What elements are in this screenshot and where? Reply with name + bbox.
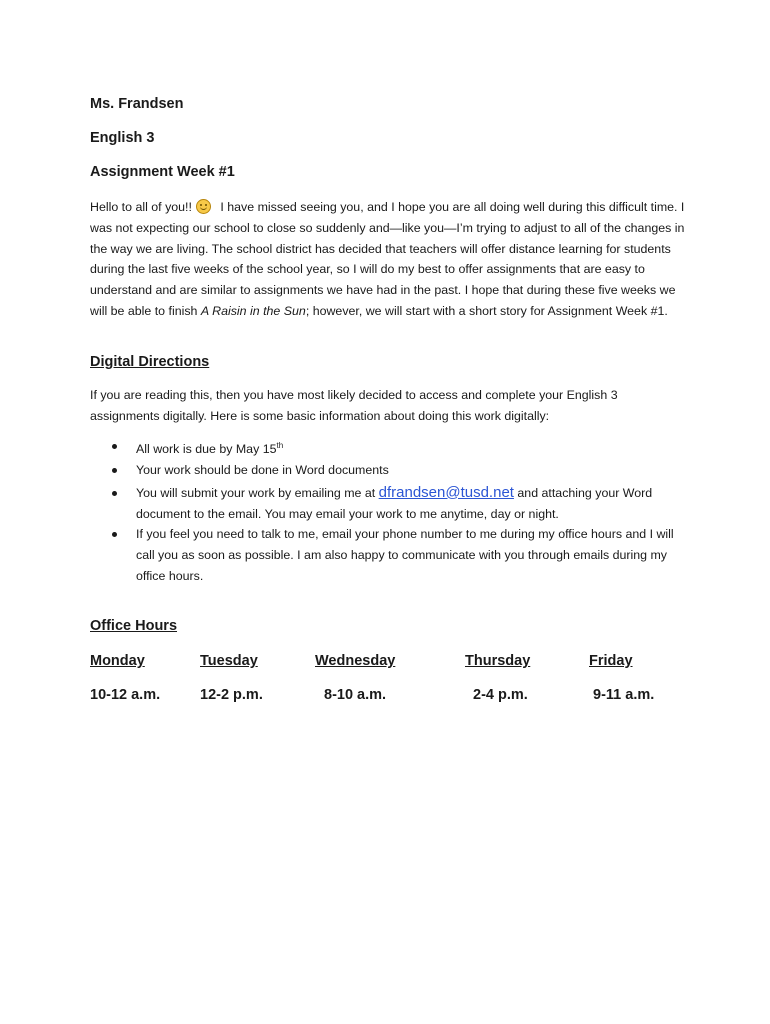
day-tuesday: Tuesday (200, 653, 258, 669)
digital-directions-heading: Digital Directions (90, 354, 210, 370)
office-hours-heading: Office Hours (90, 618, 178, 634)
day-monday: Monday (90, 653, 145, 669)
smiley-icon (196, 199, 211, 214)
list-item (112, 483, 692, 525)
intro-text-part1: I have missed seeing you, and I hope you are all doing well during this difficult time. I was not expecting our school to close so suddenly and—like you—I’m trying to adjust to all of the changes in the way we are living. The school district has decided that teachers will offer distance learning for students during the last five weeks of the school year, so I will do my best to offer assignments that are easy to understand and are similar to assignments we have had in the past. I hope that during these five weeks we will be able to finish (90, 200, 685, 318)
bullet-word-docs-text: Your work should be done in Word documents (136, 462, 389, 477)
hours-friday: 9-11 a.m. (593, 687, 655, 703)
list-item (112, 524, 692, 586)
bullet-icon (112, 532, 117, 537)
bullet-icon (112, 468, 117, 473)
assignment-title: Assignment Week #1 (90, 164, 235, 180)
email-link[interactable]: dfrandsen@tusd.net (378, 483, 514, 501)
day-thursday: Thursday (465, 653, 531, 669)
hours-wednesday: 8-10 a.m. (324, 687, 387, 703)
digital-intro-paragraph: If you are reading this, then you have most likely decided to access and complete your English 3 assignments digitally. Here is some basic information about doing this work digitally: (90, 388, 618, 423)
bullet-icon (112, 491, 117, 496)
bullet-due-text: All work is due by May 15 (136, 442, 277, 457)
bullet-submit-text-pre: You will submit your work by emailing me at (136, 485, 379, 500)
course-name: English 3 (90, 130, 155, 146)
digital-bullet-list (112, 436, 692, 587)
bullet-submit-text-post: and attaching your Word document to the email. You may email your work to me anytime, day or night. (136, 485, 653, 521)
intro-paragraph (90, 197, 690, 322)
day-wednesday: Wednesday (315, 653, 396, 669)
bullet-icon (112, 444, 117, 449)
book-title: A Raisin in the Sun (200, 303, 306, 318)
hours-tuesday: 12-2 p.m. (200, 687, 263, 703)
ordinal-suffix: th (276, 441, 284, 450)
greeting-text: Hello to all of you!! (90, 200, 192, 214)
day-friday: Friday (589, 653, 633, 669)
hours-thursday: 2-4 p.m. (473, 687, 528, 703)
intro-text-part2: ; however, we will start with a short story for Assignment Week #1. (305, 303, 668, 318)
list-item (112, 436, 692, 460)
hours-monday: 10-12 a.m. (90, 687, 161, 703)
teacher-name: Ms. Frandsen (90, 96, 184, 112)
bullet-contact-text: If you feel you need to talk to me, email your phone number to me during my office hours and I will call you as soon as possible. I am also happy to communicate with you through emails during my office hours. (136, 527, 674, 583)
list-item (112, 460, 692, 481)
